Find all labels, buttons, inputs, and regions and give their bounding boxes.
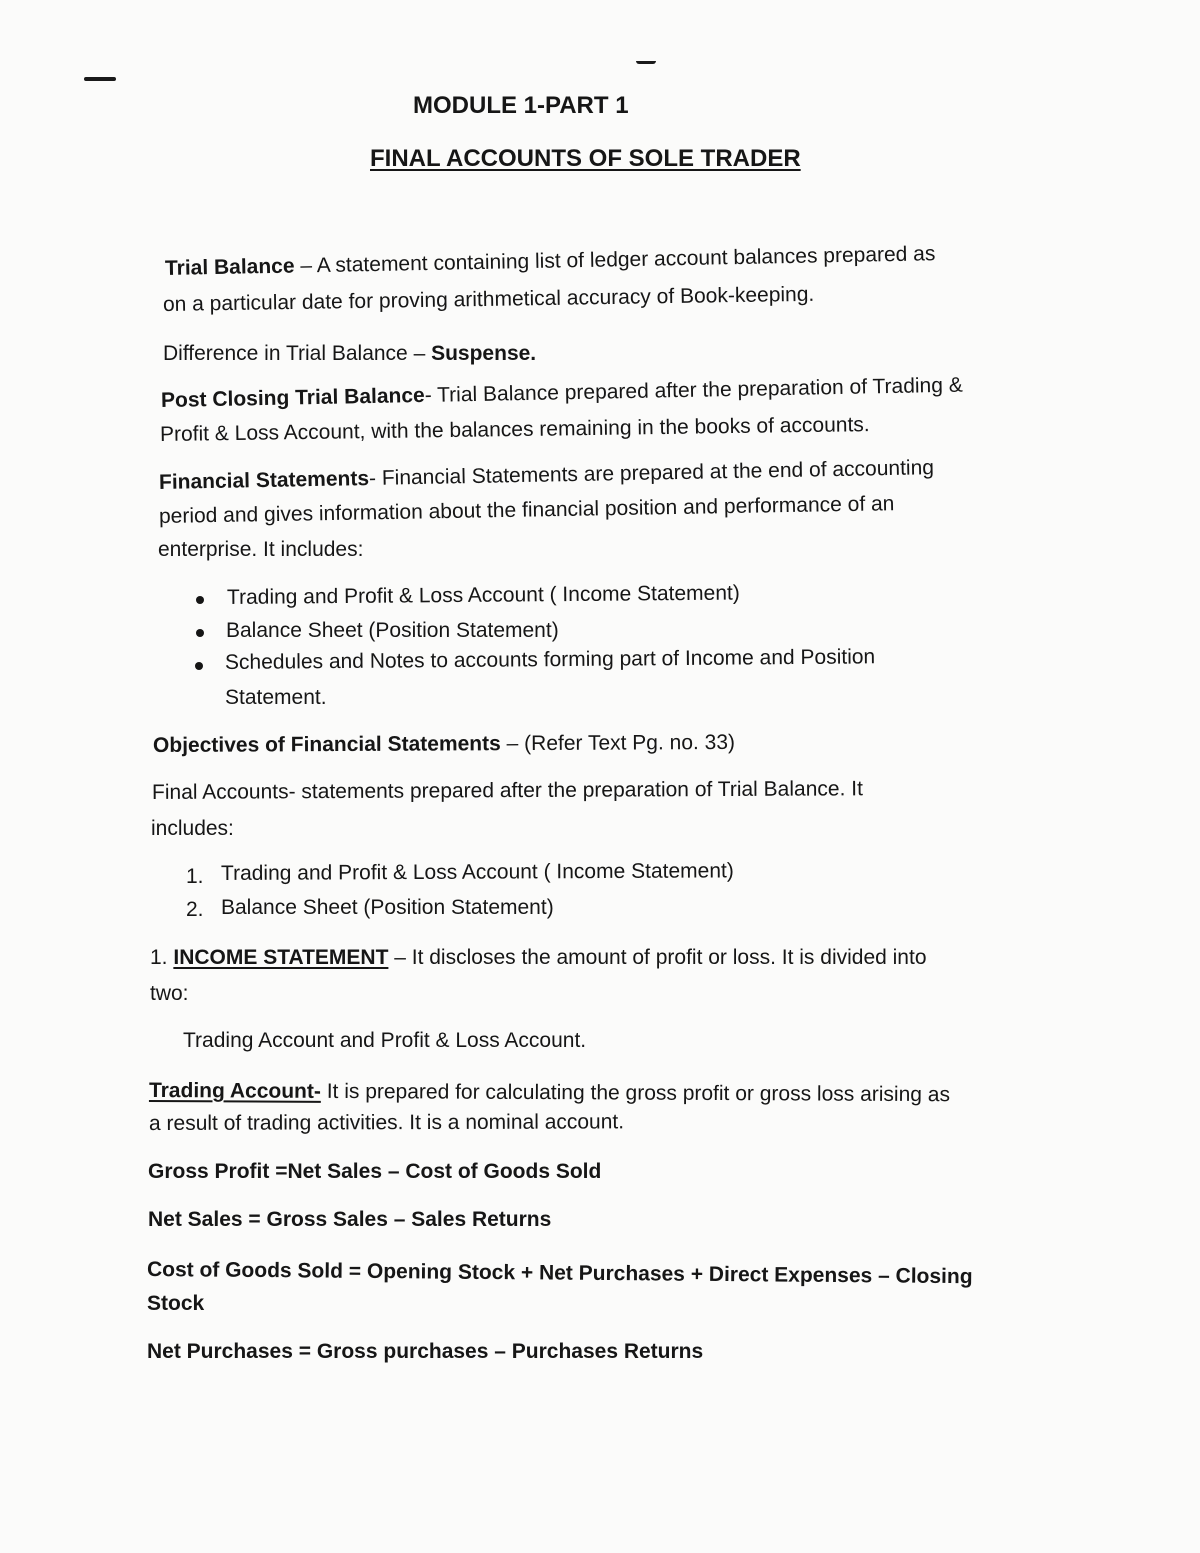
post-closing-line-2: Profit & Loss Account, with the balances remaining in the books of accounts. [159,413,870,446]
difference-text: Difference in Trial Balance – [163,342,432,365]
module-heading: MODULE 1-PART 1 [413,92,629,119]
fa-list-number: 1. [186,865,204,888]
scan-mark [84,77,116,81]
trial-balance-sep: – [294,254,317,278]
fs-list-item: Balance Sheet (Position Statement) [226,619,559,642]
objectives-line [153,726,735,763]
income-statement-text: – It discloses the amount of profit or loss. It is divided into [388,946,927,969]
net-purchases-formula: Net Purchases = Gross purchases – Purchases Returns [147,1340,704,1363]
financial-statements-text: - Financial Statements are prepared at the end of accounting [368,456,935,490]
income-statement-number: 1. [150,946,174,969]
income-statement-term: INCOME STATEMENT [173,946,389,969]
trial-balance-text: A statement containing list of ledger account balances prepared as [316,242,936,278]
income-statement-line-3: Trading Account and Profit & Loss Account. [183,1029,587,1052]
net-sales-formula: Net Sales = Gross Sales – Sales Returns [148,1208,552,1231]
difference-line [163,337,536,371]
fs-list-item-continuation: Statement. [225,686,327,709]
trading-account-line-2: a result of trading activities. It is a nominal account. [148,1110,625,1135]
fa-list-item: Trading and Profit & Loss Account ( Income Statement) [220,859,734,885]
financial-statements-line-2: period and gives information about the financial position and performance of an [158,492,895,528]
fs-list-item: Schedules and Notes to accounts forming part of Income and Position [224,645,876,674]
page-title: FINAL ACCOUNTS OF SOLE TRADER [370,145,801,172]
objectives-text: – (Refer Text Pg. no. 33) [500,730,736,756]
financial-statements-term: Financial Statements [158,466,370,494]
trading-account-term: Trading Account- [148,1079,321,1103]
bullet-icon [196,629,204,637]
fs-list-item: Trading and Profit & Loss Account ( Income Statement) [226,581,740,609]
financial-statements-line-3: enterprise. It includes: [158,538,364,561]
final-accounts-line-2: includes: [151,817,234,840]
trial-balance-line-2: on a particular date for proving arithmetical accuracy of Book-keeping. [162,282,815,316]
income-statement-line-1 [150,941,927,975]
trial-balance-line-1 [165,237,936,286]
difference-value: Suspense. [431,342,537,365]
fa-list-item: Balance Sheet (Position Statement) [221,896,554,919]
scan-mark [636,61,656,64]
cogs-formula-line-1: Cost of Goods Sold = Opening Stock + Net Purchases + Direct Expenses – Closing [146,1258,973,1289]
final-accounts-line-1: Final Accounts- statements prepared after the preparation of Trial Balance. It [151,777,863,804]
cogs-formula-line-2: Stock [147,1292,205,1315]
post-closing-text: - Trial Balance prepared after the preparation of Trading & [424,373,963,407]
objectives-term: Objectives of Financial Statements [152,732,501,757]
trading-account-text: It is prepared for calculating the gross profit or gross loss arising as [320,1079,951,1107]
post-closing-term: Post Closing Trial Balance [160,383,425,412]
income-statement-line-2: two: [150,982,189,1005]
fa-list-number: 2. [186,898,204,921]
gross-profit-formula: Gross Profit =Net Sales – Cost of Goods Sold [148,1160,602,1183]
trial-balance-term: Trial Balance [164,254,295,280]
bullet-icon [196,596,204,604]
bullet-icon [195,662,203,670]
